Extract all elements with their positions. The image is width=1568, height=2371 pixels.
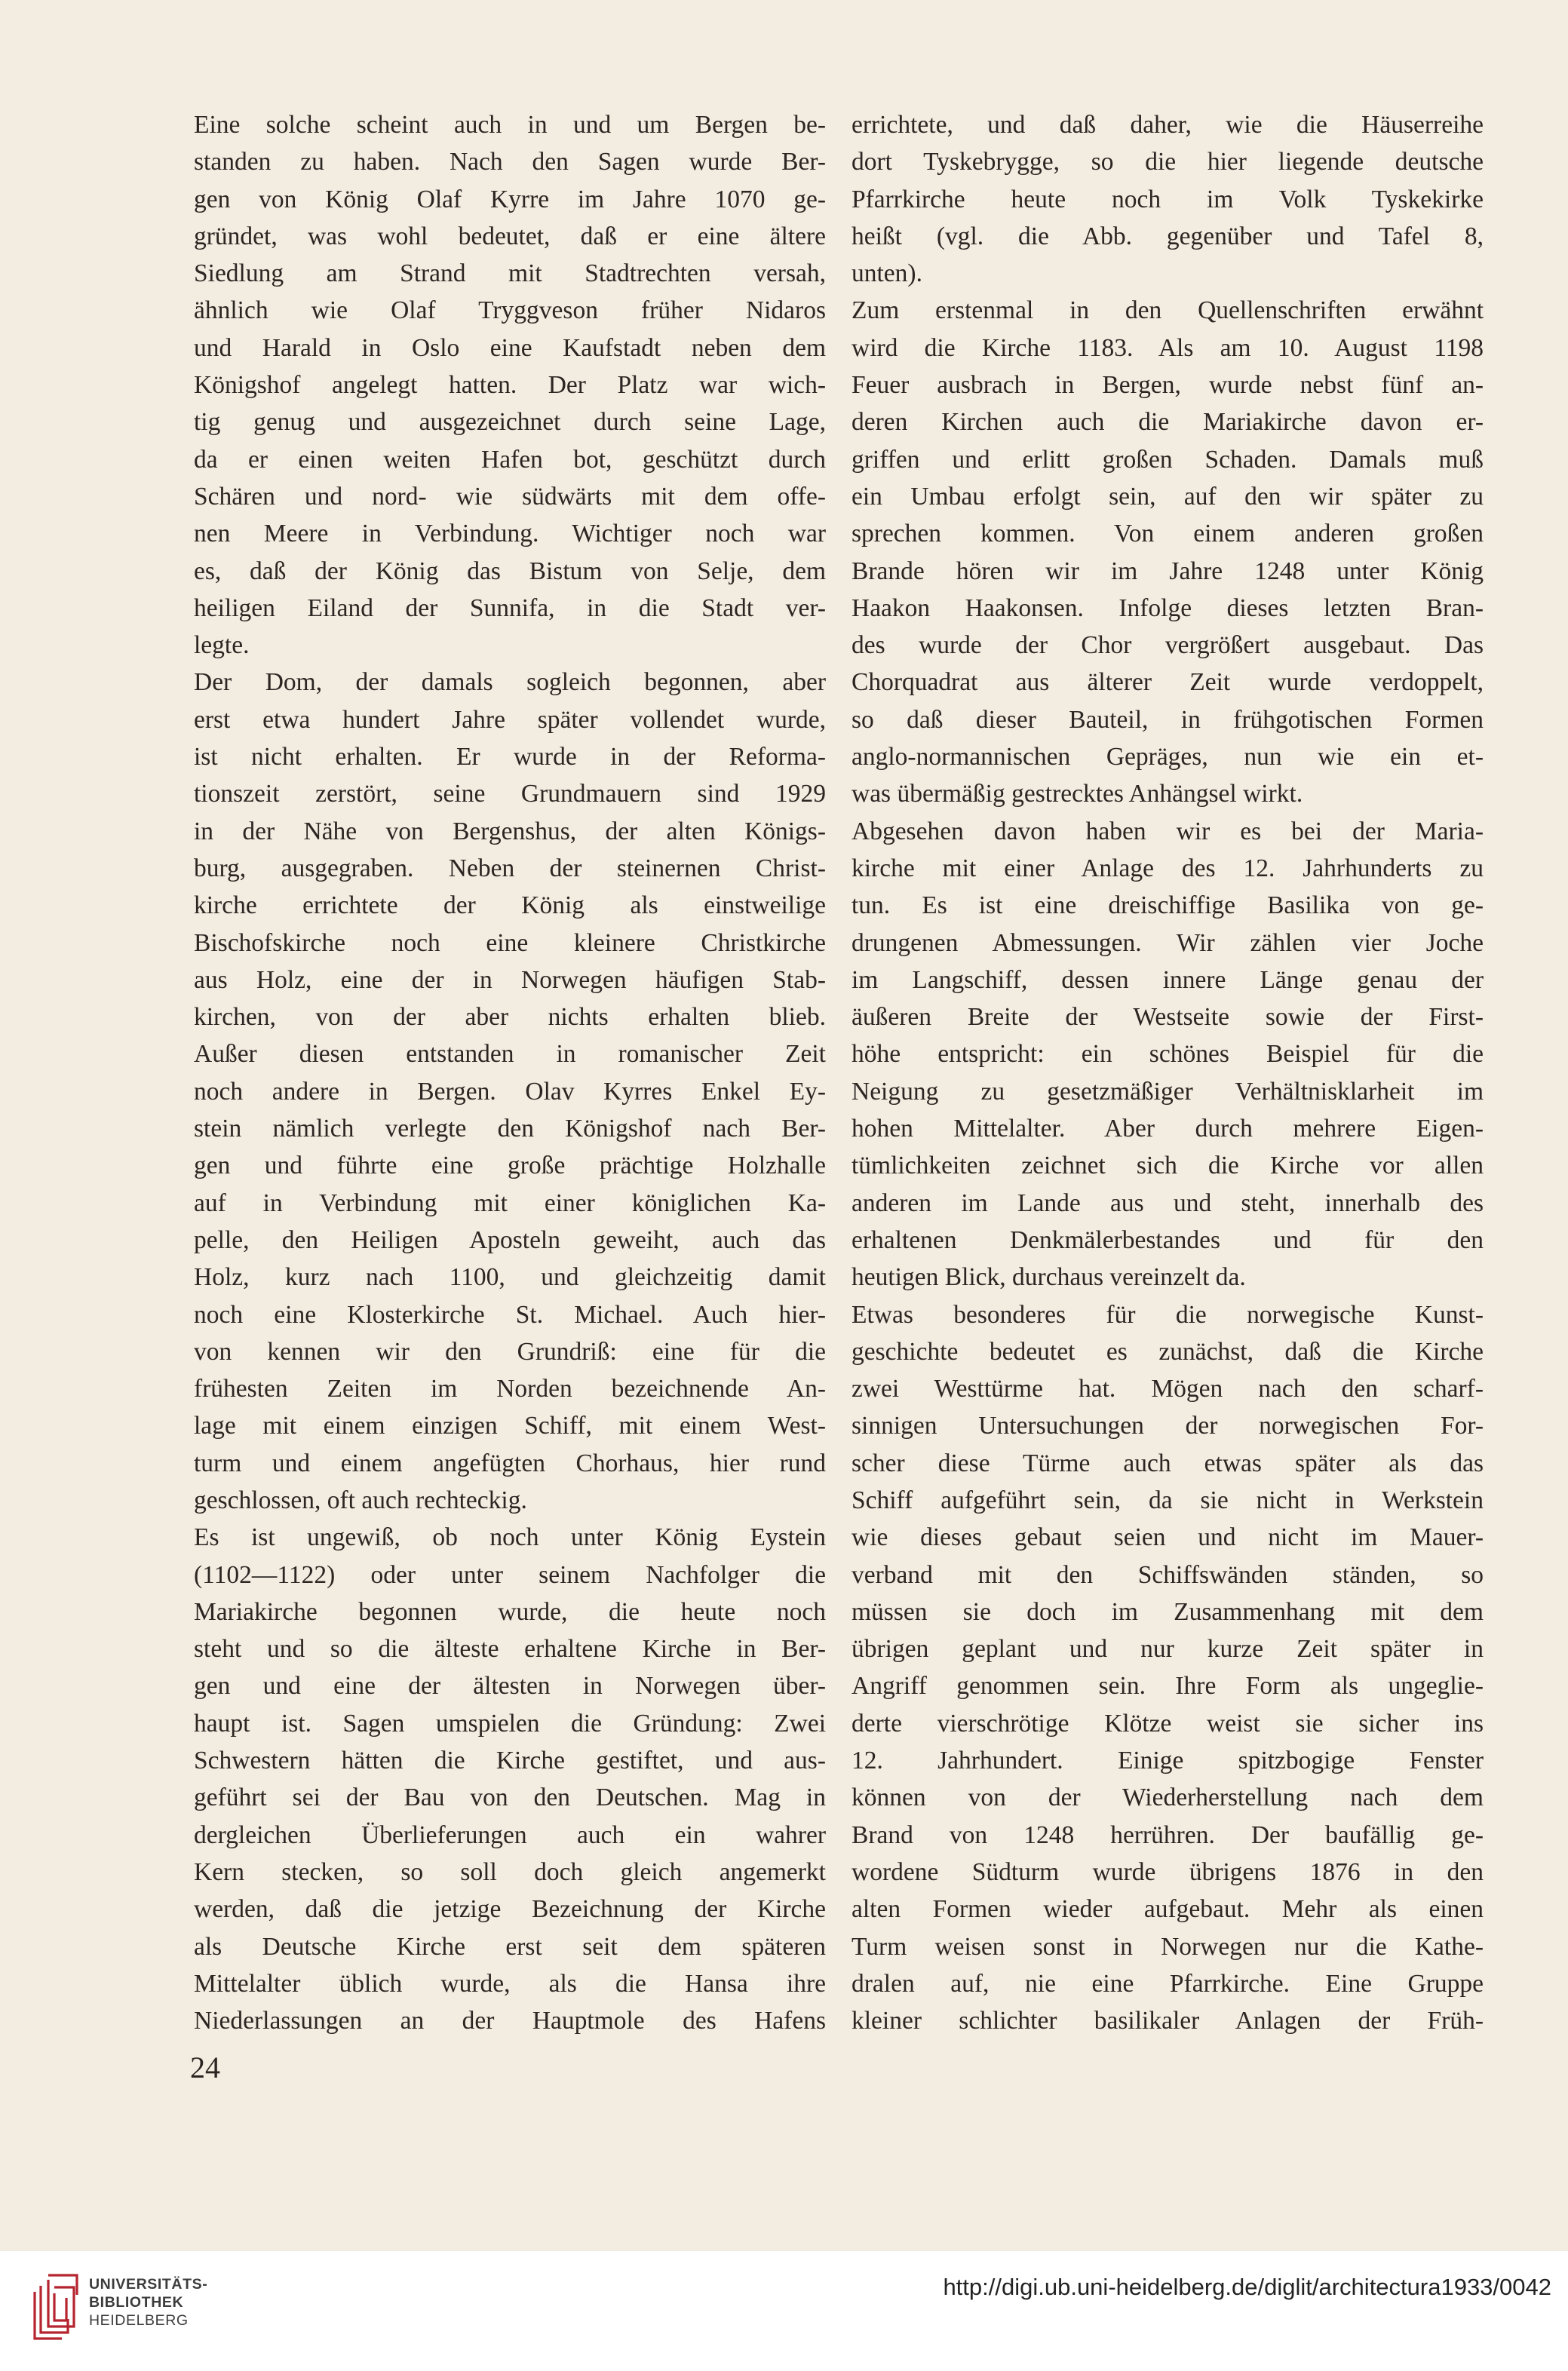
text-line: deren Kirchen auch die Mariakirche davon er- [852, 408, 1484, 437]
text-line: können von der Wiederherstellung nach dem [852, 1784, 1484, 1812]
text-line: kirche errichtete der König als einstweilige [194, 891, 826, 920]
text-line: lage mit einem einzigen Schiff, mit einem West- [194, 1412, 826, 1440]
text-line: Neigung zu gesetzmäßiger Verhältnisklarheit im [852, 1077, 1484, 1106]
text-line: sprechen kommen. Von einem anderen großen [852, 520, 1484, 548]
text-line: Etwas besonderes für die norwegische Kunst- [852, 1300, 1484, 1329]
text-line: tun. Es ist eine dreischiffige Basilika von ge- [852, 891, 1484, 920]
text-line: tig genug und ausgezeichnet durch seine Lage, [194, 408, 826, 437]
text-line: gen und führte eine große prächtige Holzhalle [194, 1152, 826, 1180]
text-line: ist nicht erhalten. Er wurde in der Reforma- [194, 743, 826, 771]
text-line: Brande hören wir im Jahre 1248 unter König [852, 557, 1484, 585]
text-line: verband mit den Schiffswänden ständen, so [852, 1560, 1484, 1589]
text-line: heiligen Eiland der Sunnifa, in die Stadt ver- [194, 594, 826, 622]
library-name [89, 2275, 207, 2330]
library-name-line-2: BIBLIOTHEK [89, 2294, 184, 2311]
text-line: im Langschiff, dessen innere Länge genau der [852, 965, 1484, 994]
text-line: äußeren Breite der Westseite sowie der First- [852, 1003, 1484, 1032]
text-line: wordene Südturm wurde übrigens 1876 in den [852, 1857, 1484, 1886]
right-text-column [852, 106, 1484, 2039]
text-line: Mariakirche begonnen wurde, die heute noch [194, 1597, 826, 1626]
text-line: höhe entspricht: ein schönes Beispiel für die [852, 1040, 1484, 1069]
text-line: gründet, was wohl bedeutet, daß er eine ältere [194, 222, 826, 250]
text-line: wie dieses gebaut seien und nicht im Mauer- [852, 1523, 1484, 1552]
text-line: legte. [194, 631, 250, 660]
text-line: Schwestern hätten die Kirche gestiftet, und aus- [194, 1747, 826, 1775]
text-line: erhaltenen Denkmälerbestandes und für den [852, 1225, 1484, 1254]
page-number: 24 [190, 2050, 220, 2084]
text-line: zwei Westtürme hat. Mögen nach den scharf- [852, 1375, 1484, 1403]
text-line: des wurde der Chor vergrößert ausgebaut. Das [852, 631, 1484, 660]
text-line: Eine solche scheint auch in und um Bergen be- [194, 111, 826, 139]
text-line: Bischofskirche noch eine kleinere Christkirche [194, 928, 826, 957]
text-line: steht und so die älteste erhaltene Kirche in Ber- [194, 1635, 826, 1664]
text-line: tümlichkeiten zeichnet sich die Kirche vor allen [852, 1152, 1484, 1180]
text-line: scher diese Türme auch etwas später als das [852, 1449, 1484, 1477]
text-line: Chorquadrat aus älterer Zeit wurde verdoppelt, [852, 668, 1484, 697]
source-url-link[interactable]: http://digi.ub.uni-heidelberg.de/diglit/architectura1933/0042 [943, 2274, 1551, 2300]
text-line: hohen Mittelalter. Aber durch mehrere Eigen- [852, 1115, 1484, 1143]
text-line: wird die Kirche 1183. Als am 10. August 1198 [852, 333, 1484, 362]
text-line: und Harald in Oslo eine Kaufstadt neben dem [194, 333, 826, 362]
text-line: übrigen geplant und nur kurze Zeit später in [852, 1635, 1484, 1664]
text-line: was übermäßig gestrecktes Anhängsel wirkt. [852, 780, 1303, 808]
text-line: Zum erstenmal in den Quellenschriften erwähnt [852, 296, 1484, 325]
text-line: unten). [852, 259, 922, 288]
text-line: Schiff aufgeführt sein, da sie nicht in Werkstein [852, 1486, 1484, 1514]
text-line: stein nämlich verlegte den Königshof nach Ber- [194, 1115, 826, 1143]
text-line: Abgesehen davon haben wir es bei der Maria- [852, 817, 1484, 845]
library-name-line-3: HEIDELBERG [89, 2312, 189, 2329]
text-line: heutigen Blick, durchaus vereinzelt da. [852, 1263, 1246, 1292]
text-line: Turm weisen sonst in Norwegen nur die Kathe- [852, 1932, 1484, 1961]
text-line: es, daß der König das Bistum von Selje, dem [194, 557, 826, 585]
text-line: dort Tyskebrygge, so die hier liegende deutsche [852, 148, 1484, 176]
text-line: Angriff genommen sein. Ihre Form als ungeglie- [852, 1672, 1484, 1701]
text-line: 12. Jahrhundert. Einige spitzbogige Fenster [852, 1747, 1484, 1775]
text-line: gen von König Olaf Kyrre im Jahre 1070 ge- [194, 185, 826, 213]
text-line: aus Holz, eine der in Norwegen häufigen Stab- [194, 965, 826, 994]
text-line: standen zu haben. Nach den Sagen wurde Ber- [194, 148, 826, 176]
text-line: Niederlassungen an der Hauptmole des Hafens [194, 2007, 826, 2035]
text-line: dralen auf, nie eine Pfarrkirche. Eine Gruppe [852, 1969, 1484, 1998]
text-line: da er einen weiten Hafen bot, geschützt durch [194, 445, 826, 474]
text-line: erst etwa hundert Jahre später vollendet wurde, [194, 705, 826, 734]
text-line: kirchen, von der aber nichts erhalten blieb. [194, 1003, 826, 1032]
text-line: müssen sie doch im Zusammenhang mit dem [852, 1597, 1484, 1626]
text-line: Brand von 1248 herrühren. Der baufällig ge- [852, 1820, 1484, 1849]
text-line: Königshof angelegt hatten. Der Platz war wich- [194, 371, 826, 400]
text-line: alten Formen wieder aufgebaut. Mehr als einen [852, 1895, 1484, 1924]
text-line: haupt ist. Sagen umspielen die Gründung: Zwei [194, 1709, 826, 1738]
text-line: dergleichen Überlieferungen auch ein wahrer [194, 1820, 826, 1849]
text-line: frühesten Zeiten im Norden bezeichnende An- [194, 1375, 826, 1403]
text-line: Schären und nord- wie südwärts mit dem offe- [194, 482, 826, 511]
text-line: auf in Verbindung mit einer königlichen Ka- [194, 1189, 826, 1217]
text-line: Holz, kurz nach 1100, und gleichzeitig damit [194, 1263, 826, 1292]
text-line: (1102—1122) oder unter seinem Nachfolger die [194, 1560, 826, 1589]
text-line: geführt sei der Bau von den Deutschen. Mag in [194, 1784, 826, 1812]
text-line: kirche mit einer Anlage des 12. Jahrhunderts zu [852, 854, 1484, 882]
text-line: in der Nähe von Bergenshus, der alten Königs- [194, 817, 826, 845]
library-logo-icon [32, 2272, 80, 2342]
text-line: heißt (vgl. die Abb. gegenüber und Tafel 8, [852, 222, 1484, 250]
viewer-footer [0, 2251, 1568, 2371]
text-line: Außer diesen entstanden in romanischer Zeit [194, 1040, 826, 1069]
library-name-line-1: UNIVERSITÄTS- [89, 2276, 208, 2293]
text-line: Feuer ausbrach in Bergen, wurde nebst fünf an- [852, 371, 1484, 400]
text-line: pelle, den Heiligen Aposteln geweiht, auch das [194, 1225, 826, 1254]
text-line: errichtete, und daß daher, wie die Häuserreihe [852, 111, 1484, 139]
text-line: geschichte bedeutet es zunächst, daß die Kirche [852, 1337, 1484, 1366]
text-line: werden, daß die jetzige Bezeichnung der Kirche [194, 1895, 826, 1924]
text-line: Mittelalter üblich wurde, als die Hansa ihre [194, 1969, 826, 1998]
text-line: tionszeit zerstört, seine Grundmauern sind 1929 [194, 780, 826, 808]
text-line: Siedlung am Strand mit Stadtrechten versah, [194, 259, 826, 288]
text-line: ein Umbau erfolgt sein, auf den wir später zu [852, 482, 1484, 511]
text-line: geschlossen, oft auch rechteckig. [194, 1486, 527, 1514]
text-line: Kern stecken, so soll doch gleich angemerkt [194, 1857, 826, 1886]
text-line: nen Meere in Verbindung. Wichtiger noch war [194, 520, 826, 548]
text-line: noch andere in Bergen. Olav Kyrres Enkel Ey- [194, 1077, 826, 1106]
text-line: drungenen Abmessungen. Wir zählen vier Joche [852, 928, 1484, 957]
text-line: so daß dieser Bauteil, in frühgotischen Formen [852, 705, 1484, 734]
text-line: noch eine Klosterkirche St. Michael. Auch hier- [194, 1300, 826, 1329]
text-line: sinnigen Untersuchungen der norwegischen For- [852, 1412, 1484, 1440]
text-line: derte vierschrötige Klötze weist sie sicher ins [852, 1709, 1484, 1738]
text-line: griffen und erlitt großen Schaden. Damals muß [852, 445, 1484, 474]
text-line: gen und eine der ältesten in Norwegen über- [194, 1672, 826, 1701]
text-line: ähnlich wie Olaf Tryggveson früher Nidaros [194, 296, 826, 325]
left-text-column [194, 106, 826, 2039]
text-line: von kennen wir den Grundriß: eine für die [194, 1337, 826, 1366]
text-line: anglo-normannischen Gepräges, nun wie ein et- [852, 743, 1484, 771]
text-line: als Deutsche Kirche erst seit dem späteren [194, 1932, 826, 1961]
text-line: Der Dom, der damals sogleich begonnen, aber [194, 668, 826, 697]
text-line: Pfarrkirche heute noch im Volk Tyskekirke [852, 185, 1484, 213]
text-line: turm und einem angefügten Chorhaus, hier rund [194, 1449, 826, 1477]
text-line: burg, ausgegraben. Neben der steinernen Christ- [194, 854, 826, 882]
text-line: Es ist ungewiß, ob noch unter König Eystein [194, 1523, 826, 1552]
text-line: kleiner schlichter basilikaler Anlagen der Früh- [852, 2007, 1484, 2035]
text-line: Haakon Haakonsen. Infolge dieses letzten Bran- [852, 594, 1484, 622]
text-line: anderen im Lande aus und steht, innerhalb des [852, 1189, 1484, 1217]
